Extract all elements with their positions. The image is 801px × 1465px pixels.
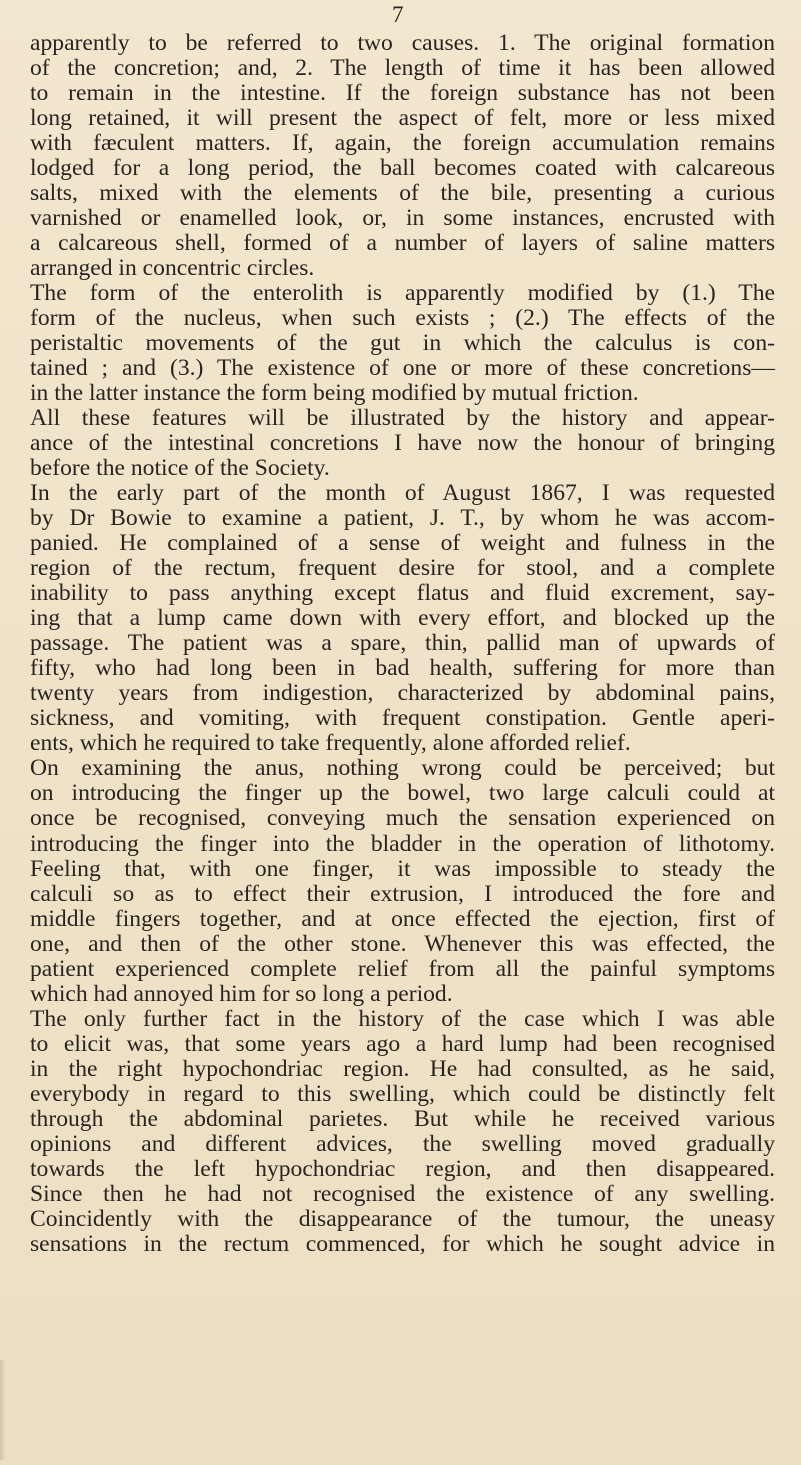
page-number: 7 [392, 2, 404, 27]
text-line: inability to pass anything except flatus and fluid excrement, say- [30, 580, 775, 607]
text-line: patient experienced complete relief from all the painful symptoms [30, 955, 775, 982]
text-line: ance of the intestinal concretions I have now the honour of bringing [30, 430, 775, 457]
text-line: panied. He complained of a sense of weight and fulness in the [30, 530, 775, 557]
text-line: apparently to be referred to two causes. 1. The original formation [30, 30, 775, 56]
text-line: The form of the enterolith is apparently modified by (1.) The [30, 280, 775, 307]
text-line: The only further fact in the history of the case which I was able [30, 1005, 775, 1032]
text-line: opinions and different advices, the swelling moved gradually [30, 1130, 775, 1157]
text-line: one, and then of the other stone. Whenever this was effected, the [30, 930, 775, 957]
text-line: tained ; and (3.) The existence of one or more of these concretions— [30, 355, 775, 382]
text-line: peristaltic movements of the gut in which the calculus is con- [30, 330, 775, 357]
text-line: arranged in concentric circles. [30, 255, 315, 282]
text-line: to remain in the intestine. If the foreign substance has not been [30, 80, 775, 107]
body-text [30, 31, 775, 1257]
text-line: Coincidently with the disappearance of the tumour, the uneasy [30, 1205, 775, 1232]
text-line: in the latter instance the form being modified by mutual friction. [30, 380, 639, 407]
text-line: calculi so as to effect their extrusion, I introduced the fore and [30, 880, 775, 907]
text-line: in the right hypochondriac region. He had consulted, as he said, [30, 1055, 775, 1082]
text-line: introducing the finger into the bladder in the operation of lithotomy. [30, 830, 775, 857]
text-line: through the abdominal parietes. But while he received various [30, 1105, 775, 1132]
text-line: In the early part of the month of August 1867, I was requested [30, 480, 775, 507]
text-line: On examining the anus, nothing wrong could be perceived; but [30, 755, 775, 782]
page-edge-shadow [0, 1360, 6, 1460]
text-line: towards the left hypochondriac region, and then disappeared. [30, 1155, 775, 1182]
text-line: form of the nucleus, when such exists ; (2.) The effects of the [30, 305, 775, 332]
text-line: lodged for a long period, the ball becomes coated with calcareous [30, 155, 775, 182]
text-line: fifty, who had long been in bad health, suffering for more than [30, 655, 775, 682]
text-line: long retained, it will present the aspect of felt, more or less mixed [30, 105, 775, 132]
text-line: region of the rectum, frequent desire for stool, and a complete [30, 555, 775, 582]
text-line: a calcareous shell, formed of a number of layers of saline matters [30, 230, 775, 257]
text-line: on introducing the finger up the bowel, two large calculi could at [30, 780, 775, 807]
text-line: Feeling that, with one finger, it was impossible to steady the [30, 855, 775, 882]
text-line: which had annoyed him for so long a period. [30, 980, 453, 1007]
text-line: of the concretion; and, 2. The length of time it has been allowed [30, 55, 775, 82]
text-line: to elicit was, that some years ago a hard lump had been recognised [30, 1030, 775, 1057]
text-line: Since then he had not recognised the existence of any swelling. [30, 1180, 775, 1207]
text-line: salts, mixed with the elements of the bile, presenting a curious [30, 180, 775, 207]
text-line: sickness, and vomiting, with frequent constipation. Gentle aperi- [30, 705, 775, 732]
text-line: All these features will be illustrated by the history and appear- [30, 405, 775, 432]
text-line: once be recognised, conveying much the sensation experienced on [30, 805, 775, 832]
text-line: by Dr Bowie to examine a patient, J. T., by whom he was accom- [30, 505, 775, 532]
text-line: everybody in regard to this swelling, which could be distinctly felt [30, 1080, 775, 1107]
text-line: with fæculent matters. If, again, the foreign accumulation remains [30, 130, 775, 157]
text-line: ents, which he required to take frequently, alone afforded relief. [30, 730, 631, 757]
text-line: varnished or enamelled look, or, in some instances, encrusted with [30, 205, 775, 232]
text-line: passage. The patient was a spare, thin, pallid man of upwards of [30, 630, 775, 657]
text-line: middle fingers together, and at once effected the ejection, first of [30, 905, 775, 932]
text-line: ing that a lump came down with every effort, and blocked up the [30, 605, 775, 632]
text-line: sensations in the rectum commenced, for which he sought advice in [30, 1230, 775, 1257]
text-line: twenty years from indigestion, characterized by abdominal pains, [30, 680, 775, 707]
text-line: before the notice of the Society. [30, 455, 330, 482]
